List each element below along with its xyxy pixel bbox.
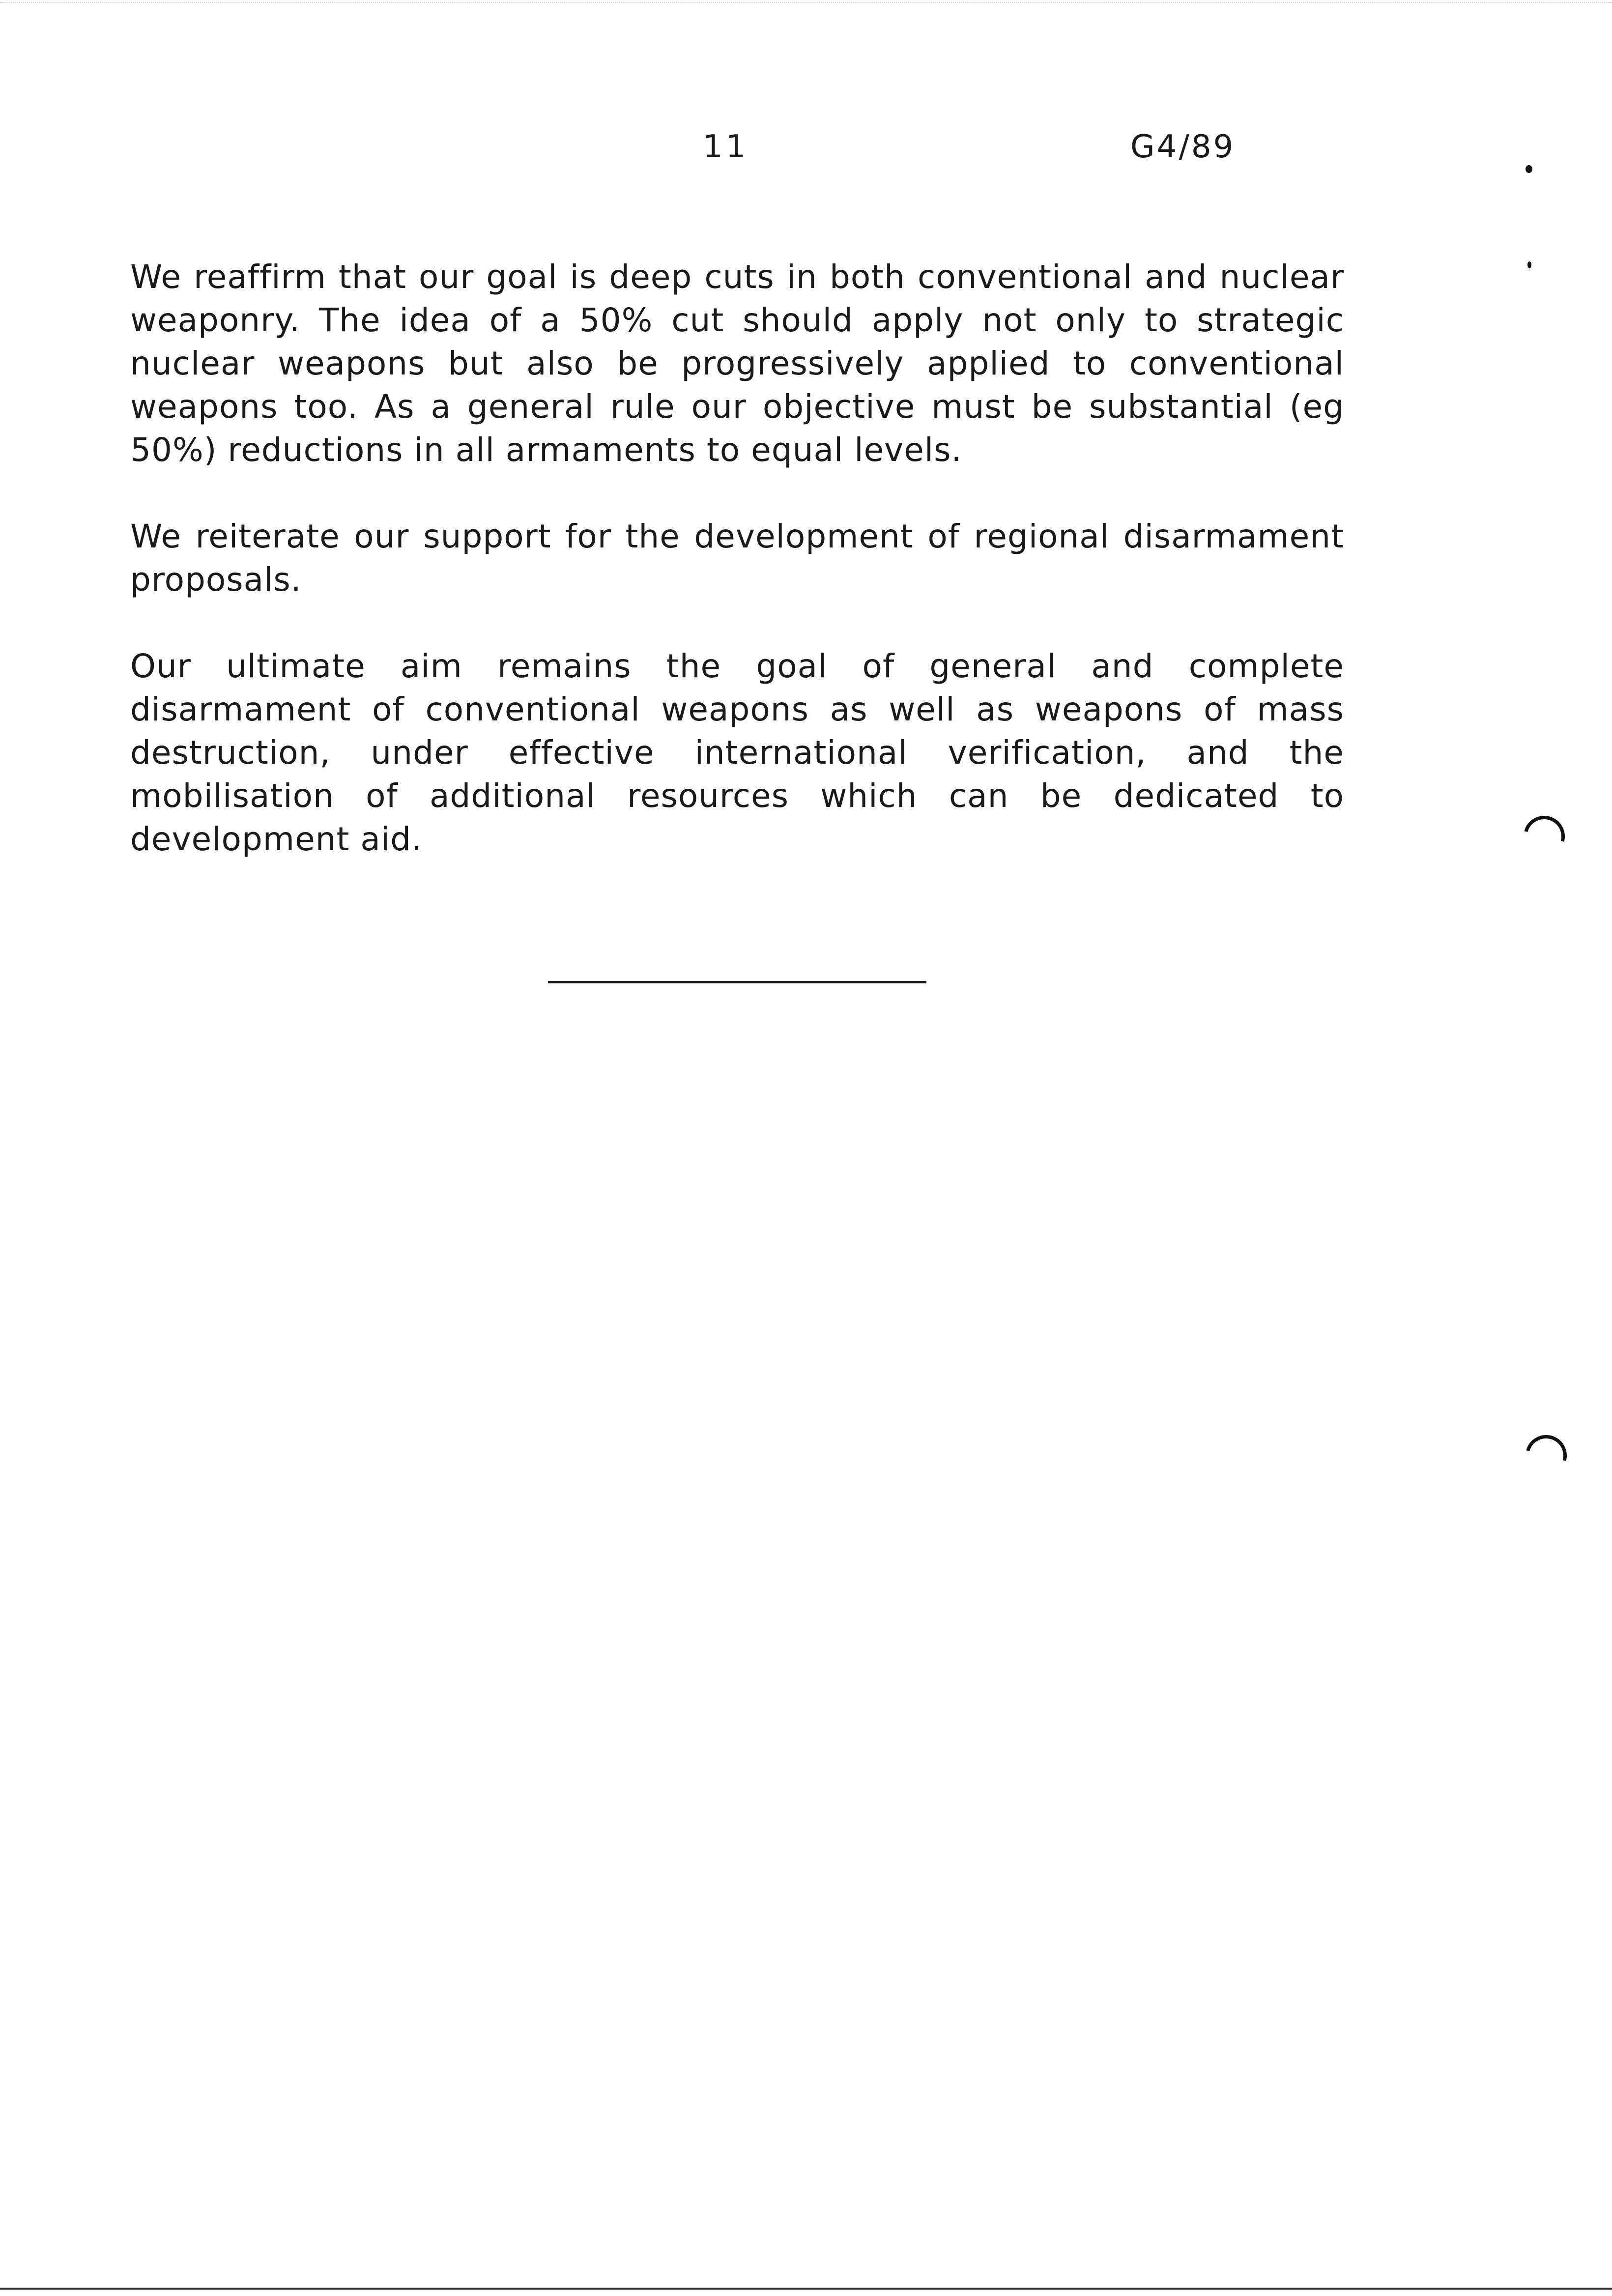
punch-hole-mark: [1518, 1428, 1575, 1484]
page-number: 11: [703, 129, 749, 165]
paragraph: We reaffirm that our goal is deep cuts in both conventional and nuclear weaponry. The idea of a 50% cut should apply not only to strategic nuclear weapons but also be progressively applied to conventional weapons too. As a general rule our objective must be substantial (eg 50%) reductions in all armaments to equal levels.: [130, 258, 1344, 469]
body-text: [130, 256, 1344, 904]
end-of-text-rule: [548, 981, 926, 983]
scan-edge-top: [0, 2, 1612, 3]
document-reference: G4/89: [1130, 129, 1236, 165]
paragraph: Our ultimate aim remains the goal of general and complete disarmament of conventional weapons as well as weapons of mass destruction, under effective international verification, and the mobilisation of additional resources which can be dedicated to development aid.: [130, 647, 1344, 858]
punch-hole-mark: [1516, 808, 1573, 865]
scan-edge-bottom: [0, 2288, 1612, 2290]
paragraph: We reiterate our support for the development of regional disarmament proposals.: [130, 517, 1344, 599]
scan-dot-mark: [1526, 165, 1532, 173]
scan-dot-mark: [1527, 261, 1531, 268]
